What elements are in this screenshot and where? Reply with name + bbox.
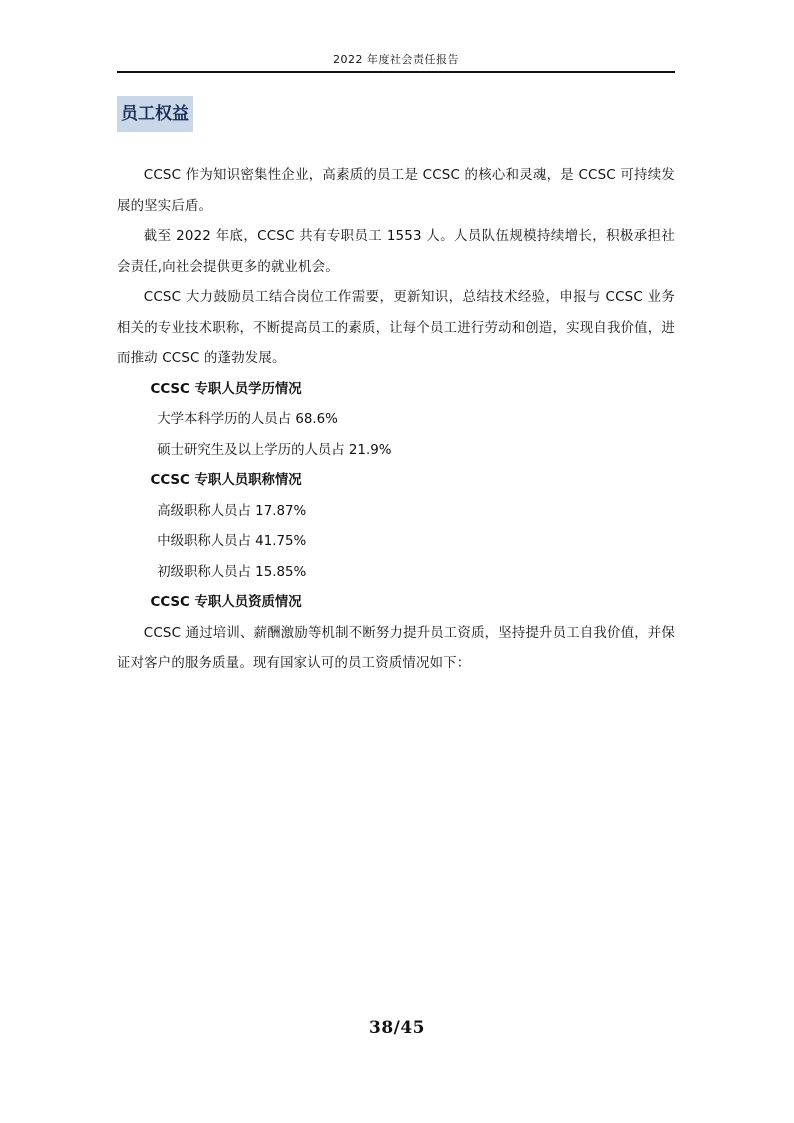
titles-stat-senior: 高级职称人员占 17.87% (157, 503, 307, 519)
main-content (117, 161, 675, 680)
education-stat-bachelor: 大学本科学历的人员占 68.6% (157, 412, 338, 427)
page-header: 2022 年度社会责任报告 (117, 49, 675, 73)
qualification-heading: CCSC 专职人员资质情况 (150, 595, 302, 610)
intro-paragraph: CCSC 作为知识密集性企业，高素质的员工是 CCSC 的核心和灵魂，是 CCSC 可持续发展的坚实后盾。 (117, 168, 675, 214)
page-number: 38/45 (368, 1018, 426, 1038)
titles-stat-junior: 初级职称人员占 15.85% (157, 564, 307, 580)
education-stat-master: 硕士研究生及以上学历的人员占 21.9% (157, 442, 392, 458)
titles-heading: CCSC 专职人员职称情况 (150, 473, 302, 488)
headcount-paragraph: 截至 2022 年底，CCSC 共有专职员工 1553 人。人员队伍规模持续增长，积极承担社会责任,向社会提供更多的就业机会。 (117, 229, 675, 275)
education-heading: CCSC 专职人员学历情况 (150, 381, 302, 397)
development-paragraph: CCSC 大力鼓励员工结合岗位工作需要，更新知识，总结技术经验，申报与 CCSC 业务相关的专业技术职称，不断提高员工的素质，让每个员工进行劳动和创造，实现自我价值，进而推动 CCSC 的蓬勃发展。 (117, 290, 675, 366)
section-title: 员工权益 (117, 96, 193, 132)
qualification-paragraph: CCSC 通过培训、薪酬激励等机制不断努力提升员工资质，坚持提升员工自我价值，并保证对客户的服务质量。现有国家认可的员工资质情况如下： (117, 625, 675, 671)
titles-stat-intermediate: 中级职称人员占 41.75% (157, 534, 307, 549)
